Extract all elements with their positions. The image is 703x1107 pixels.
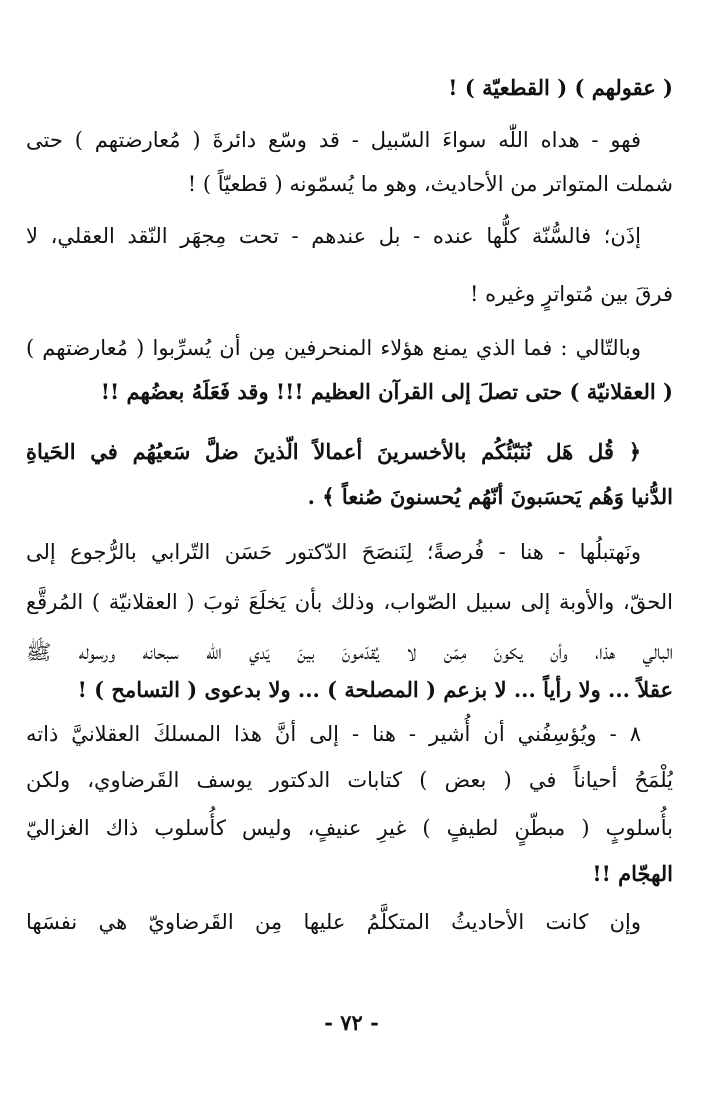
text-line-1: ( عقولهم ) ( القطعيّة ) ! xyxy=(448,75,673,100)
text-line-17: الهجّام !! xyxy=(592,861,673,886)
text-line-15: يُلْمَحُ أحياناً في ( بعض ) كتابات الدكتور يوسف القَرضاوي، ولكن xyxy=(26,768,673,792)
text-line-12: البالي هذا، وأن يكونَ مِمّن لا يُقدّمونَ بينَ يَدي اللّٰه سبحانه ورسوله ﷺ xyxy=(26,640,673,664)
text-line-4: إذَن؛ فالسُّنّة كلُّها عنده - بل عندهم - تحت مِجهَر النّقد العقلي، لا xyxy=(26,224,641,248)
text-line-11: الحقّ، والأوبة إلى سبيل الصّواب، وذلك بأن يَخلَعَ ثوبَ ( العقلانيّة ) المُرقَّع xyxy=(26,590,673,614)
page-number: - ٧٢ - xyxy=(324,1010,379,1035)
text-line-3: شملت المتواتر من الأحاديث، وهو ما يُسمّونه ( قطعيّاً ) ! xyxy=(187,172,673,196)
quran-verse-line-1: ﴿ قُل هَل نُنَبّئُكُم بالأخسرينَ أعمالاً الّذينَ ضلَّ سَعيُهُم في الحَياةِ xyxy=(26,439,641,464)
text-line-5: فرقَ بين مُتواترٍ وغيره ! xyxy=(470,282,673,306)
text-line-10: ونَهتبلُها - هنا - فُرصةً؛ لِنَنصَحَ الدّكتور حَسَن التّرابي بالرُّجوع إلى xyxy=(26,540,641,564)
text-line-6: وبالتّالي : فما الذي يمنع هؤلاء المنحرفين مِن أن يُسرِّبوا ( مُعارضتهم ) xyxy=(26,336,641,360)
text-line-16: بأُسلوبٍ ( مبطّنٍ لطيفٍ ) غيرِ عنيفٍ، وليس كأُسلوب ذاك الغزاليّ xyxy=(26,816,673,840)
text-line-18: وإن كانت الأحاديثُ المتكلَّمُ عليها مِن القَرضاويّ هي نفسَها xyxy=(26,910,641,934)
text-line-13: عقلاً ... ولا رأياً ... لا بزعم ( المصلحة ) ... ولا بدعوى ( التسامح ) ! xyxy=(77,677,673,702)
text-line-2: فهو - هداه اللّٰه سواءَ السّبيل - قد وسّع دائرةَ ( مُعارضتهم ) حتى xyxy=(26,128,641,152)
text-line-7: ( العقلانيّة ) حتى تصلَ إلى القرآن العظيم !!! وقد فَعَلَهُ بعضُهم !! xyxy=(100,379,673,404)
quran-verse-line-2: الدُّنيا وَهُم يَحسَبونَ أنّهُم يُحسنونَ صُنعاً ﴾ . xyxy=(307,484,673,509)
text-line-14: ٨ - ويُؤسِفُني أن أُشير - هنا - إلى أنَّ هذا المسلكَ العقلانيَّ ذاته xyxy=(26,722,641,746)
